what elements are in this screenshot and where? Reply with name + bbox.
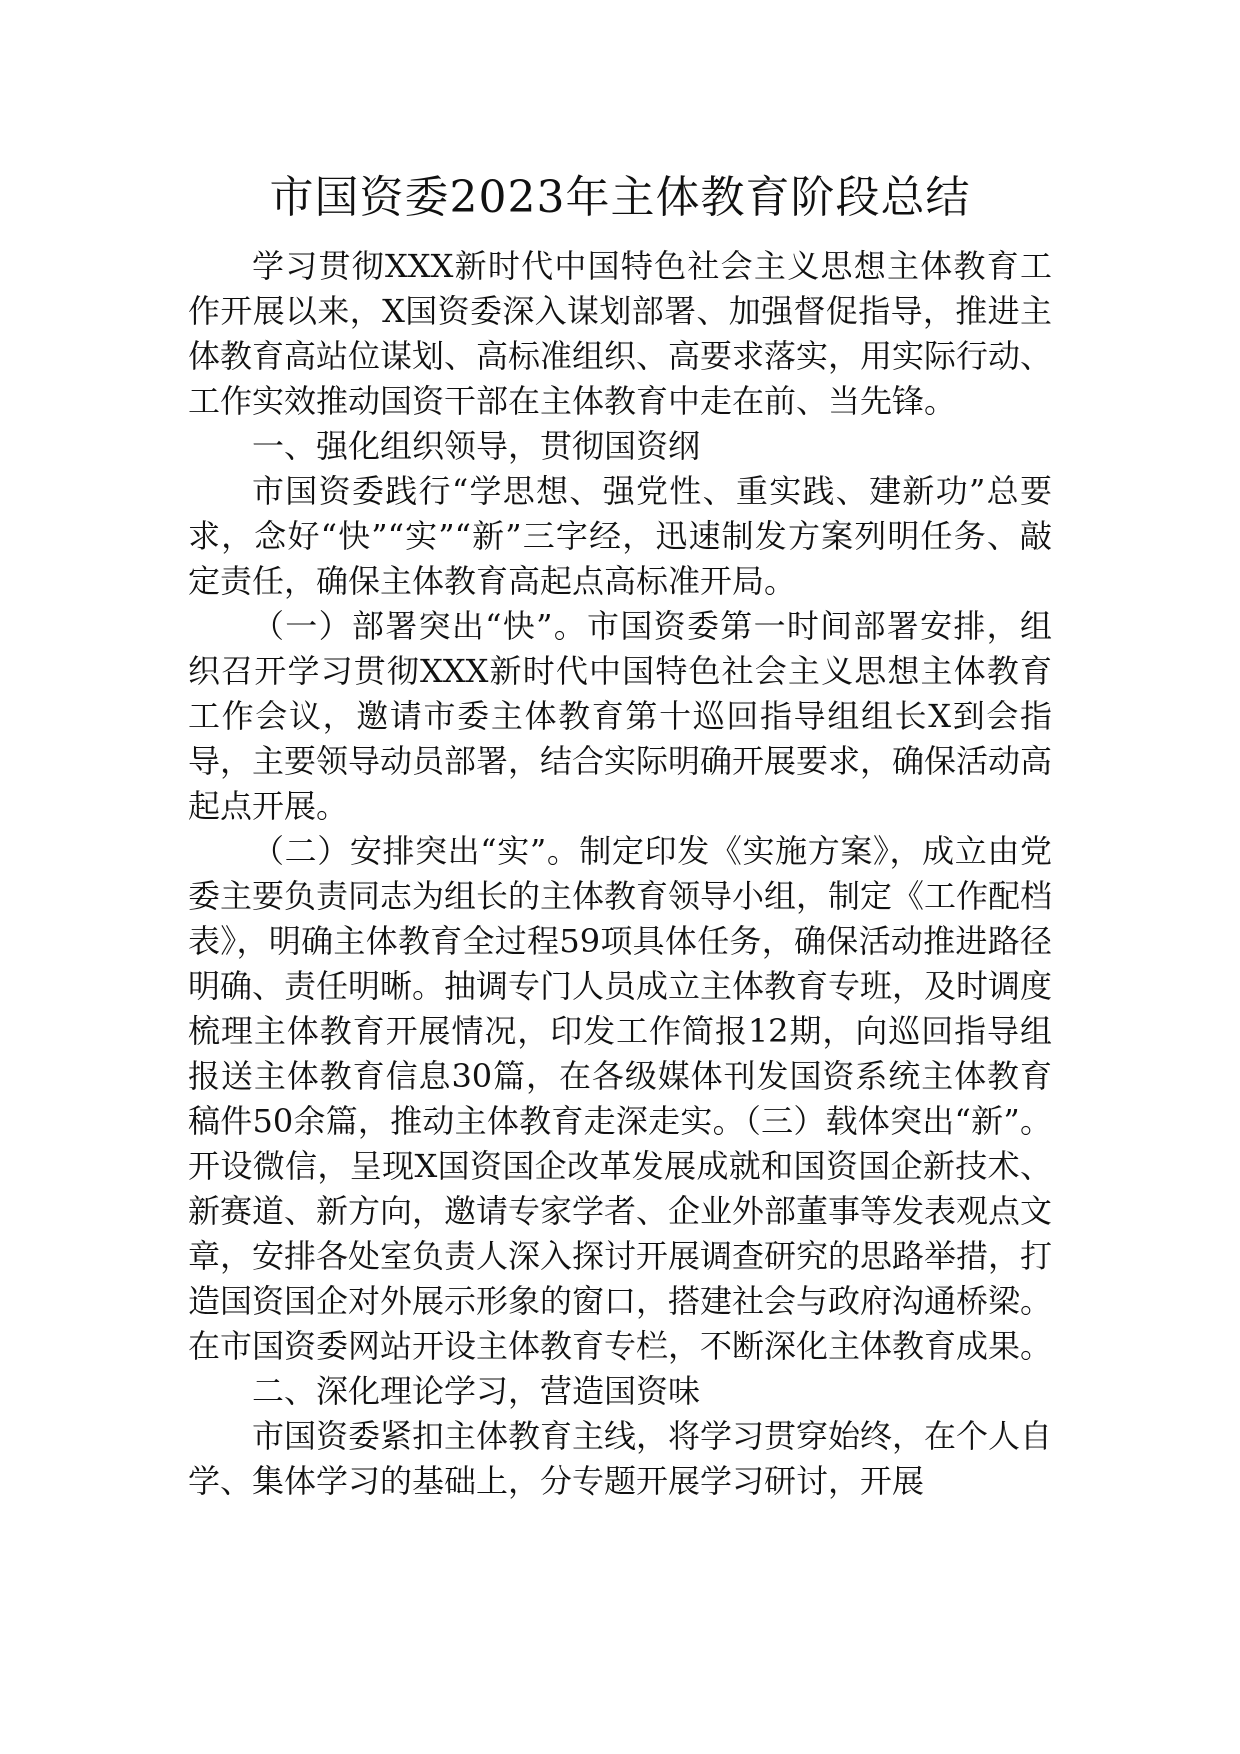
subsection-2-3-paragraph: （二）安排突出“实”。制定印发《实施方案》，成立由党委主要负责同志为组长的主体教育领导小组，制定《工作配档表》，明确主体教育全过程59项具体任务，确保活动推进路径明确、责任明晰。抽调专门人员成立主体教育专班，及时调度梳理主体教育开展情况，印发工作简报12期，向巡回指导组报送主体教育信息30篇，在各级媒体刊发国资系统主体教育稿件50余篇，推动主体教育走深走实。（三）载体突出“新”。开设微信，呈现X国资国企改革发展成就和国资国企新技术、新赛道、新方向，邀请专家学者、企业外部董事等发表观点文章，安排各处室负责人深入探讨开展调查研究的思路举措，打造国资国企对外展示形象的窗口，搭建社会与政府沟通桥梁。在市国资委网站开设主体教育专栏，不断深化主体教育成果。 [188,832,1053,1365]
subsection-1-paragraph: （一）部署突出“快”。市国资委第一时间部署安排，组织召开学习贯彻XXX新时代中国特色社会主义思想主体教育工作会议，邀请市委主体教育第十巡回指导组组长X到会指导，主要领导动员部署，结合实际明确开展要求，确保活动高起点开展。 [188,607,1053,825]
section-heading-1: 一、强化组织领导，贯彻国资纲 [252,427,701,465]
section-heading-2: 二、深化理论学习，营造国资味 [252,1372,701,1410]
intro-paragraph: 学习贯彻XXX新时代中国特色社会主义思想主体教育工作开展以来，X国资委深入谋划部署、加强督促指导，推进主体教育高站位谋划、高标准组织、高要求落实，用实际行动、工作实效推动国资干部在主体教育中走在前、当先锋。 [188,247,1053,420]
section-1-paragraph: 市国资委践行“学思想、强党性、重实践、建新功”总要求，念好“快”“实”“新”三字经，迅速制发方案列明任务、敲定责任，确保主体教育高起点高标准开局。 [188,472,1052,600]
section-2-paragraph: 市国资委紧扣主体教育主线，将学习贯穿始终，在个人自学、集体学习的基础上，分专题开展学习研讨，开展 [188,1417,1053,1500]
document-body [188,244,1052,1504]
document-title: 市国资委2023年主体教育阶段总结 [269,172,971,223]
